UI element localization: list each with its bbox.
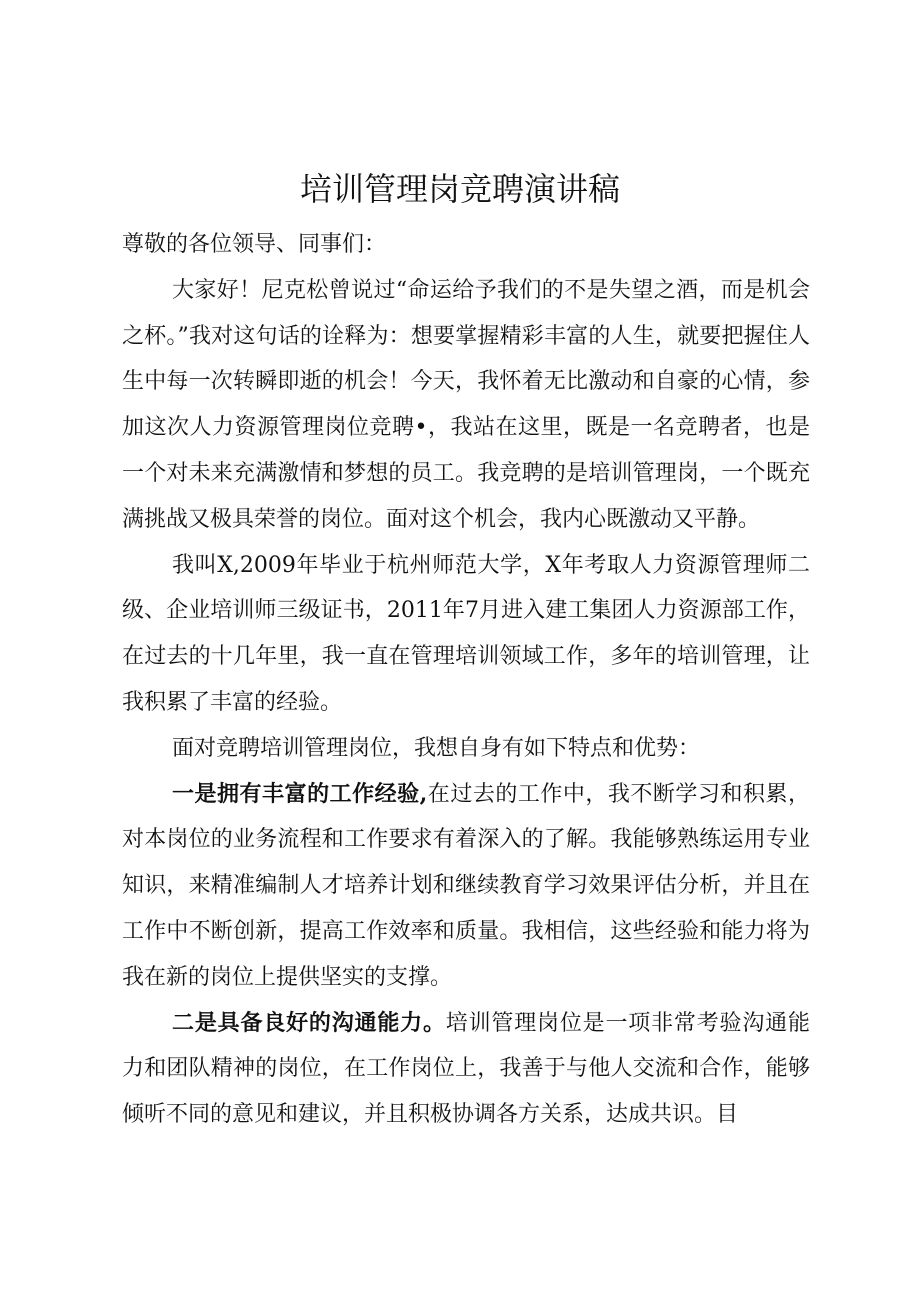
paragraph-background (122, 543, 810, 726)
document-title: 培训管理岗竞聘演讲稿 (299, 170, 620, 208)
paragraph-intro (122, 268, 810, 543)
paragraph-advantages-intro (122, 726, 810, 772)
paragraph-advantage-communication (122, 1001, 810, 1138)
paragraph-text: 我叫X,2009年毕业于杭州师范大学，X年考取人力资源管理师二级、企业培训师三级证书，2011年7月进入建工集团人力资源部工作，在过去的十几年里，我一直在管理培训领域工作，多年的培训管理，让我积累了丰富的经验。 (122, 552, 810, 715)
document-body (122, 222, 810, 1138)
paragraph-advantage-experience (122, 772, 810, 1001)
paragraph-text: 面对竞聘培训管理岗位，我想自身有如下特点和优势： (172, 735, 701, 761)
paragraph-lead: 二是具备良好的沟通能力。 (172, 1009, 446, 1036)
paragraph-text: 在过去的工作中，我不断学习和积累，对本岗位的业务流程和工作要求有着深入的了解。我能够熟练运用专业知识，来精准编制人才培养计划和继续教育学习效果评估分析，并且在工作中不断创新，提高工作效率和质量。我相信，这些经验和能力将为我在新的岗位上提供坚实的支撑。 (122, 781, 810, 990)
paragraph-text: 大家好！尼克松曾说过“命运给予我们的不是失望之酒，而是机会之杯。”我对这句话的诠释为：想要掌握精彩丰富的人生，就要把握住人生中每一次转瞬即逝的机会！今天，我怀着无比激动和自豪的心情，参加这次人力资源管理岗位竞聘•，我站在这里，既是一名竞聘者，也是一个对未来充满激情和梦想的员工。我竞聘的是培训管理岗，一个既充满挑战又极具荣誉的岗位。面对这个机会，我内心既激动又平静。 (122, 277, 810, 532)
paragraph-lead: 一是拥有丰富的工作经验, (172, 780, 428, 807)
paragraph-text: 培训管理岗位是一项非常考验沟通能力和团队精神的岗位，在工作岗位上，我善于与他人交流和合作，能够倾听不同的意见和建议，并且积极协调各方关系，达成共识。目 (122, 1010, 810, 1128)
salutation: 尊敬的各位领导、同事们： (122, 232, 387, 257)
